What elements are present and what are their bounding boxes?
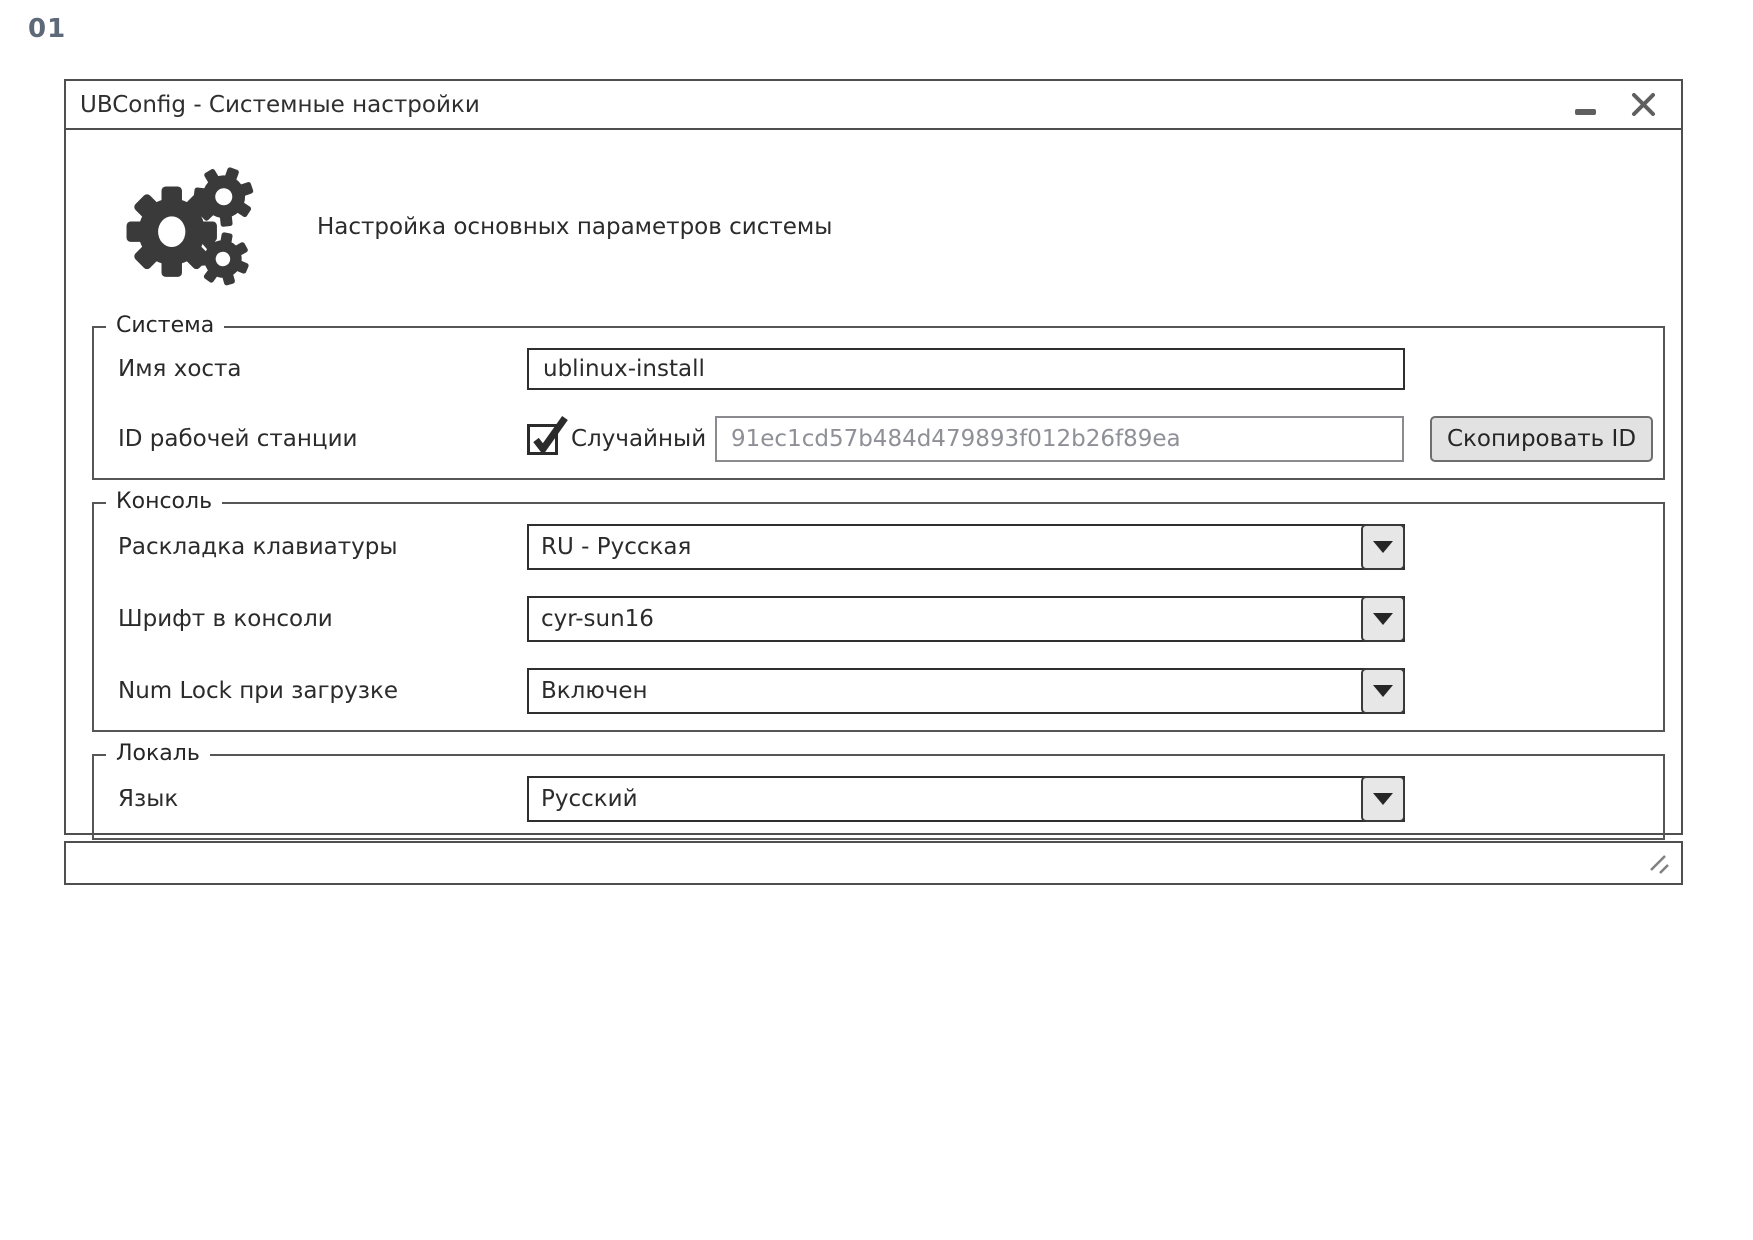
window-description: Настройка основных параметров системы: [317, 214, 833, 240]
checkbox-checked-icon: [527, 424, 558, 455]
workstation-id-row: [118, 416, 1663, 462]
status-bar: [64, 841, 1683, 885]
workstation-id-label: ID рабочей станции: [118, 426, 358, 452]
keyboard-layout-label: Раскладка клавиатуры: [118, 534, 398, 560]
console-font-row: [118, 596, 1663, 642]
chevron-down-icon: [1373, 793, 1393, 805]
hostname-label: Имя хоста: [118, 356, 242, 382]
resize-grip-icon[interactable]: [1647, 852, 1671, 876]
close-button[interactable]: [1630, 91, 1657, 118]
numlock-value: Включен: [541, 678, 648, 704]
language-select[interactable]: [527, 776, 1405, 822]
minimize-button[interactable]: [1575, 102, 1596, 108]
keyboard-layout-select[interactable]: [527, 524, 1405, 570]
window-titlebar[interactable]: [66, 81, 1681, 130]
numlock-row: [118, 668, 1663, 714]
random-id-checkbox[interactable]: [527, 424, 715, 455]
window-content: [66, 130, 1681, 840]
hostname-input[interactable]: [527, 348, 1405, 390]
hostname-row: [118, 348, 1663, 390]
copy-id-button[interactable]: Скопировать ID: [1430, 416, 1653, 462]
ubconfig-window: [64, 79, 1683, 835]
language-row: [118, 776, 1663, 822]
group-locale-legend: Локаль: [106, 741, 210, 766]
window-title: UBConfig - Системные настройки: [80, 91, 480, 118]
console-font-dropdown-button[interactable]: [1361, 596, 1405, 642]
group-system: [92, 313, 1665, 480]
header-row: [92, 152, 1665, 302]
group-console-legend: Консоль: [106, 489, 222, 514]
numlock-label: Num Lock при загрузке: [118, 678, 399, 704]
console-font-value: cyr-sun16: [541, 606, 654, 632]
keyboard-layout-row: [118, 524, 1663, 570]
page-number-label: 01: [28, 14, 67, 44]
keyboard-layout-dropdown-button[interactable]: [1361, 524, 1405, 570]
chevron-down-icon: [1373, 541, 1393, 553]
random-id-checkbox-label: Случайный: [571, 426, 707, 452]
numlock-select[interactable]: [527, 668, 1405, 714]
chevron-down-icon: [1373, 613, 1393, 625]
close-icon: [1630, 91, 1657, 118]
window-controls: [1575, 91, 1657, 118]
language-dropdown-button[interactable]: [1361, 776, 1405, 822]
console-font-label: Шрифт в консоли: [118, 606, 333, 632]
group-system-legend: Система: [106, 313, 224, 338]
group-locale: [92, 741, 1665, 840]
gears-icon: [118, 152, 263, 302]
language-label: Язык: [118, 786, 179, 812]
console-font-select[interactable]: [527, 596, 1405, 642]
chevron-down-icon: [1373, 685, 1393, 697]
group-console: [92, 489, 1665, 732]
workstation-id-input[interactable]: [715, 416, 1404, 462]
numlock-dropdown-button[interactable]: [1361, 668, 1405, 714]
keyboard-layout-value: RU - Русская: [541, 534, 692, 560]
language-value: Русский: [541, 786, 638, 812]
minimize-icon: [1575, 109, 1596, 115]
